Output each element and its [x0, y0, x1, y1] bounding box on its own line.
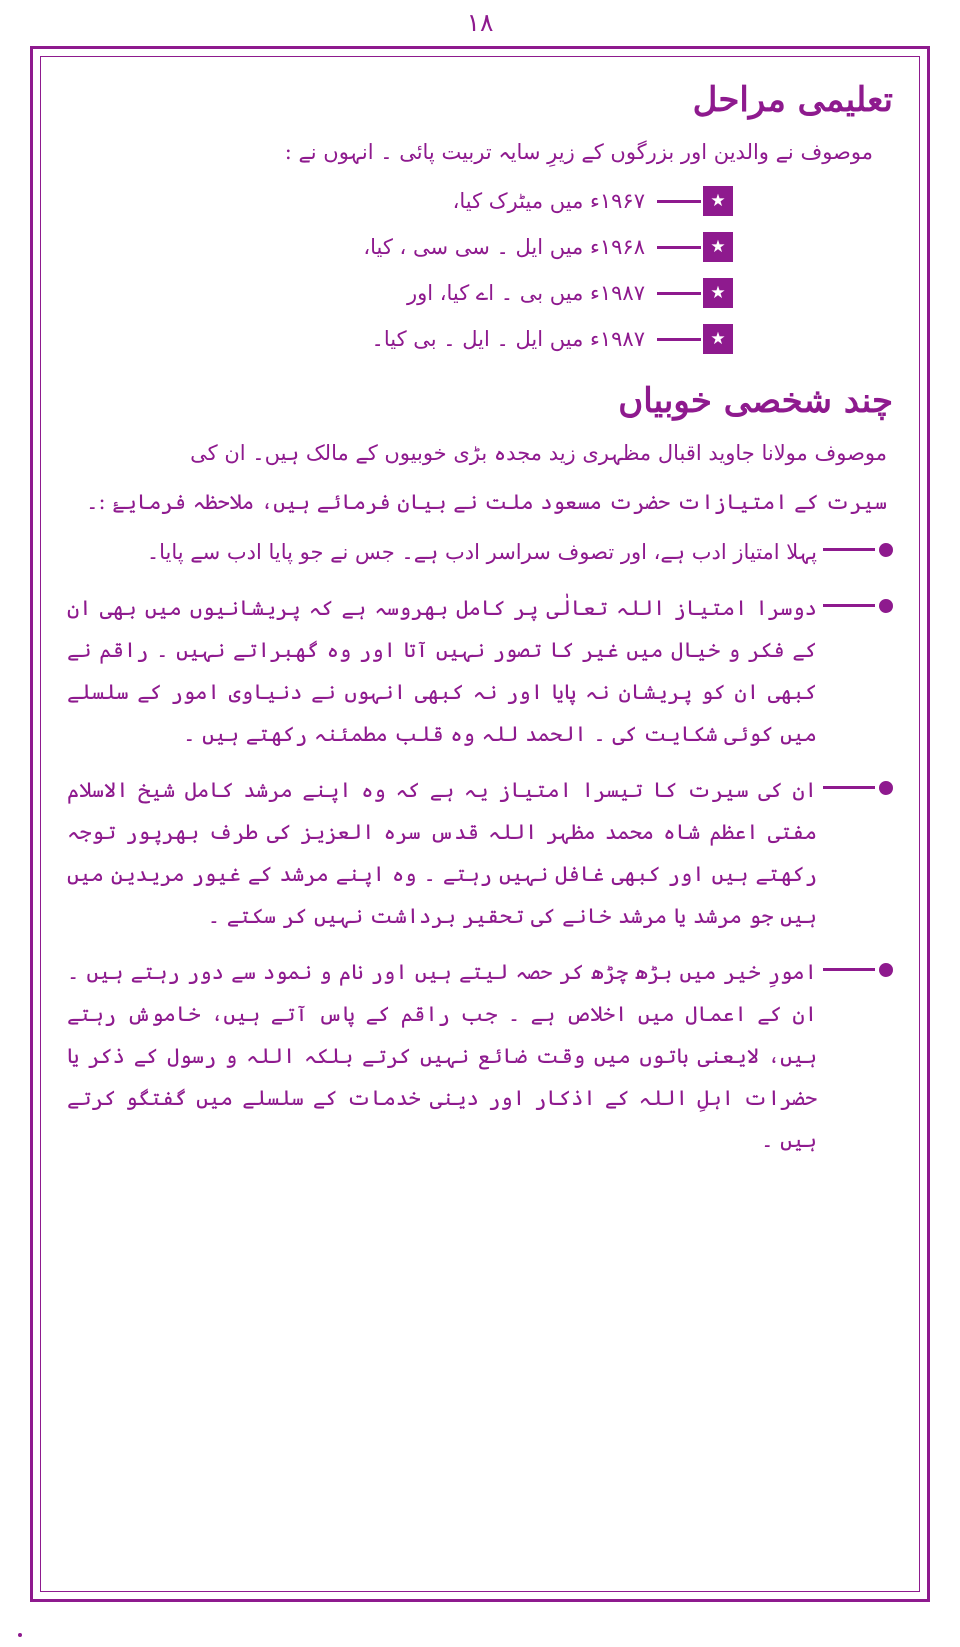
star-icon: ★ — [703, 324, 733, 354]
list-item-label: پہلا امتیاز ادب ہے، اور تصوف سراسر ادب ہے۔ جس نے جو پایا ادب سے پایا۔ — [146, 539, 817, 564]
bullet-marker — [823, 587, 893, 613]
list-item-label: دوسرا امتیاز اللہ تعالٰی پر کامل بھروسہ ہے کہ پریشانیوں میں بھی ان کے فکر و خیال میں غیر کا تصور نہیں آتا اور وہ گھبراتے نہیں ۔ راقم نے کبھی ان کو پریشان نہ پایا اور نہ کبھی انہوں نے دنیاوی امور کے سلسلے میں کوئی شکایت کی ۔ الحمد للہ وہ قلب مطمئنہ رکھتے ہیں ۔ — [67, 595, 817, 746]
dash-rule — [823, 786, 875, 789]
qualities-intro-line-1: موصوف مولانا جاوید اقبال مظہری زید مجدہ بڑی خوبیوں کے مالک ہیں۔ ان کی — [190, 440, 887, 465]
list-item-label: ۱۹۸۷ء میں بی ۔ اے کیا، اور — [406, 281, 645, 306]
list-item — [67, 769, 893, 937]
dash-rule — [657, 292, 701, 295]
education-milestones-list — [67, 186, 893, 354]
star-icon: ★ — [703, 232, 733, 262]
list-item — [67, 951, 893, 1161]
section-heading-qualities: چند شخصی خوبیاں — [618, 381, 893, 422]
dash-rule — [657, 200, 701, 203]
education-intro-text: موصوف نے والدین اور بزرگوں کے زیرِ سایہ تربیت پائی ۔ انہوں نے : — [284, 139, 873, 164]
list-item — [67, 324, 893, 354]
page-border-outer — [30, 46, 930, 1602]
dash-rule — [823, 968, 875, 971]
corner-mark — [18, 1633, 22, 1637]
section-heading-education: تعلیمی مراحل — [692, 80, 893, 120]
qualities-intro-line-2: سیرت کے امتیازات حضرت مسعود ملت نے بیان فرمائے ہیں، ملاحظہ فرمایۓ :۔ — [86, 489, 887, 514]
bullet-dot-icon — [879, 543, 893, 557]
bullet-dot-icon — [879, 781, 893, 795]
list-item-label: امورِ خیر میں بڑھ چڑھ کر حصہ لیتے ہیں اور نام و نمود سے دور رہتے ہیں ۔ ان کے اعمال میں اخلاص ہے ۔ جب راقم کے پاس آتے ہیں، خاموش رہتے ہیں، لایعنی باتوں میں وقت ضائع نہیں کرتے بلکہ اللہ و رسول کے ذکر یا حضرات اہلِ اللہ کے اذکار اور دینی خدمات کے سلسلے میں گفتگو کرتے ہیں ۔ — [67, 959, 817, 1152]
list-item — [67, 232, 893, 262]
list-item-label: ان کی سیرت کا تیسرا امتیاز یہ ہے کہ وہ اپنے مرشد کامل شیخ الاسلام مفتی اعظم شاہ محمد مظہر اللہ قدس سرہ العزیز کی طرف بھرپور توجہ رکھتے ہیں اور کبھی غافل نہیں رہتے ۔ وہ اپنے مرشد کے غیور مریدین میں ہیں جو مرشد یا مرشد خانے کی تحقیر برداشت نہیں کر سکتے ۔ — [67, 777, 817, 928]
bullet-dot-icon — [879, 599, 893, 613]
bullet-marker — [823, 531, 893, 557]
list-item-label: ۱۹۸۷ء میں ایل ۔ ایل ۔ بی کیا۔ — [371, 327, 645, 352]
dash-rule — [823, 604, 875, 607]
bullet-dot-icon — [879, 963, 893, 977]
list-item-label: ۱۹۶۸ء میں ایل ۔ سی سی ، کیا، — [363, 235, 645, 260]
list-item-label: ۱۹۶۷ء میں میٹرک کیا، — [452, 189, 645, 214]
list-item — [67, 278, 893, 308]
star-icon: ★ — [703, 186, 733, 216]
page-border-inner — [40, 56, 920, 1592]
dash-rule — [657, 338, 701, 341]
page-number: ۱۸ — [466, 8, 494, 37]
list-item — [67, 186, 893, 216]
bullet-marker — [823, 951, 893, 977]
star-icon: ★ — [703, 278, 733, 308]
dash-rule — [823, 548, 875, 551]
list-item — [67, 531, 893, 573]
dash-rule — [657, 246, 701, 249]
list-item — [67, 587, 893, 755]
bullet-marker — [823, 769, 893, 795]
